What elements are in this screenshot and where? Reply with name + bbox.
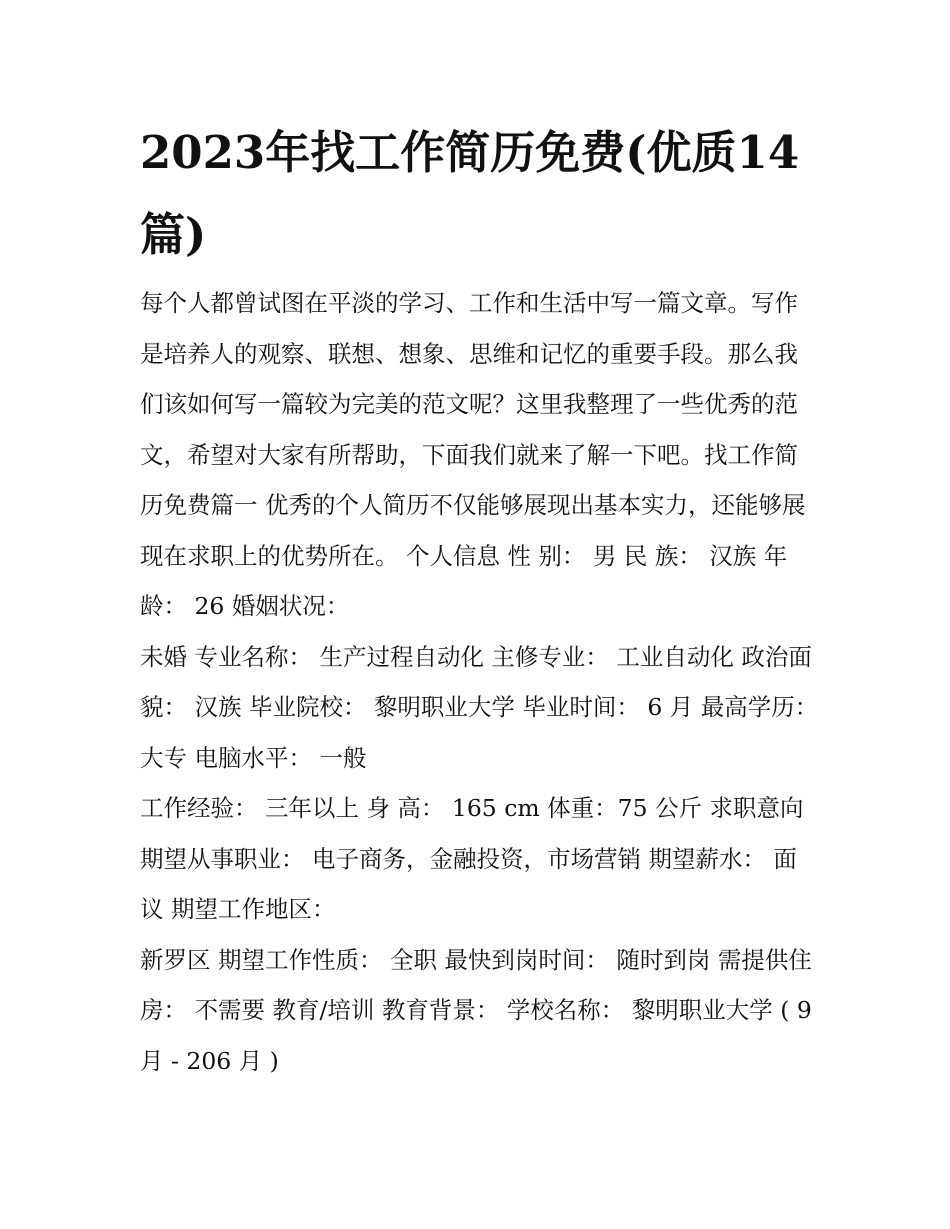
document-body bbox=[140, 278, 820, 1086]
paragraph-job-intention: 工作经验： 三年以上 身 高： 165 cm 体重：75 公斤 求职意向 期望从事职业： 电子商务，金融投资，市场营销 期望薪水： 面议 期望工作地区： bbox=[140, 794, 804, 923]
paragraph-education-info: 未婚 专业名称： 生产过程自动化 主修专业： 工业自动化 政治面貌： 汉族 毕业院校： 黎明职业大学 毕业时间： 6 月 最高学历： 大专 电脑水平： 一般 bbox=[140, 642, 819, 772]
document-title: 2023年找工作简历免费(优质14篇) bbox=[140, 126, 800, 261]
paragraph-education-background: 新罗区 期望工作性质： 全职 最快到岗时间： 随时到岗 需提供住房： 不需要 教育/培训 教育背景： 学校名称： 黎明职业大学 ( 9 月 - 206 月 ) bbox=[140, 945, 812, 1075]
paragraph-intro: 每个人都曾试图在平淡的学习、工作和生活中写一篇文章。写作是培养人的观察、联想、想象、思维和记忆的重要手段。那么我们该如何写一篇较为完美的范文呢？这里我整理了一些优秀的范文，希望对大家有所帮助，下面我们就来了解一下吧。找工作简历免费篇一 优秀的个人简历不仅能够展现出基本实力，还能够展现在求职上的优势所在。 个人信息 性 别： 男 民 族： 汉族 年 龄： 26 婚姻状况： bbox=[140, 289, 806, 620]
